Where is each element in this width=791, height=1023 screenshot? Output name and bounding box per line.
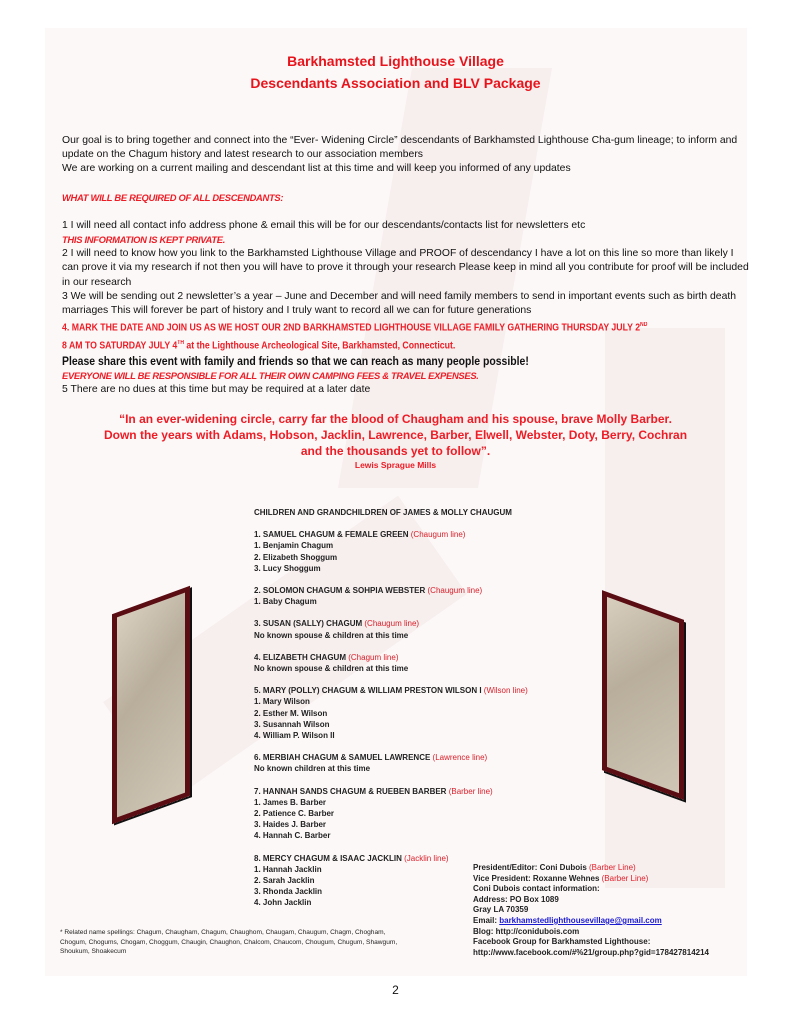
page-number: 2	[392, 983, 399, 997]
child-item: 4. Hannah C. Barber	[254, 831, 331, 841]
quote-author: Lewis Sprague Mills	[354, 459, 437, 470]
child-item: 2. Esther M. Wilson	[254, 708, 328, 718]
quote: “In an ever-widening circle, carry far the blood of Chaugham and his spouse, brave Molly Barber. Down the years with Adams, Hobson, Jacklin, Lawrence, Barber, Elwell, Webster, Doty, Berry, Cochran and the thousands yet to follow”. Lewis Sprague Mills	[0, 411, 791, 471]
spacer	[254, 641, 264, 652]
child-item: 3. Susannah Wilson	[254, 719, 330, 729]
child-item: 2. Elizabeth Shoggum	[254, 552, 338, 562]
family-line: (Chaugum line)	[410, 530, 466, 540]
family-heading	[254, 529, 465, 540]
family-line: (Jacklin line)	[404, 853, 449, 863]
required-heading: WHAT WILL BE REQUIRED OF ALL DESCENDANTS:	[62, 191, 284, 203]
family-line: (Chaugum line)	[427, 586, 483, 596]
family-heading	[254, 752, 487, 763]
share-message: Please share this event with family and friends so that we can reach as many people possible!	[62, 354, 529, 368]
family-line: (Chaugum line)	[364, 619, 420, 629]
family-couple: 5. MARY (POLLY) CHAGUM & WILLIAM PRESTON WILSON I	[254, 686, 484, 696]
contact-info: President/Editor: Coni Dubois (Barber Line) Vice President: Roxanne Wehnes (Barber Line) Coni Dubois contact information: Address: PO Box 1089 Gray LA 70359 Email: barkhamstedlighthousevillage@gmail.com Blog: http://conidubois.com Facebook Group for Barkhamsted Lighthouse: http://www.facebook.com/#%21/group.php?gid=178427814214	[473, 863, 773, 958]
tree-heading: CHILDREN AND GRANDCHILDREN OF JAMES & MOLLY CHAUGUM	[254, 508, 512, 517]
item-4-dates: 8 AM TO SATURDAY JULY 4TH at the Lighthouse Archeological Site, Barkhamsted, Connecticut.	[62, 339, 456, 352]
item-1: 1 I will need all contact info address phone & email this will be for our descendants/contacts list for newsletters etc	[62, 219, 586, 231]
child-item: 3. Rhonda Jacklin	[254, 887, 323, 897]
intro-section	[62, 134, 752, 397]
family-couple: 7. HANNAH SANDS CHAGUM & RUEBEN BARBER	[254, 786, 449, 796]
title-line-2: Descendants Association and BLV Package	[250, 75, 541, 91]
intro-paragraph: We are working on a current mailing and descendant list at this time and will keep you informed of any updates	[62, 163, 571, 175]
spacer	[254, 574, 264, 585]
item-3: 3 We will be sending out 2 newsletter’s a year – June and December and will need family members to send in important events such as birth death marriages This will forever be part of history and I truly want to record all we can for future generations	[62, 290, 737, 317]
child-item: 2. Sarah Jacklin	[254, 876, 315, 886]
family-heading	[254, 853, 449, 864]
portrait-molly-barber	[602, 590, 684, 800]
family-heading	[254, 585, 482, 596]
item-5: 5 There are no dues at this time but may be required at a later date	[62, 383, 371, 395]
item-2: 2 I will need to know how you link to the Barkhamsted Lighthouse Village and PROOF of descendancy I have a lot on this line so more than likely I can prove it via my research if not then you will have to prove it through your research Please keep in mind all you contribute for proof will be included in our research	[62, 248, 749, 288]
spacer	[254, 607, 264, 618]
family-tree	[254, 507, 528, 909]
child-item: No known spouse & children at this time	[254, 664, 409, 674]
portrait-james-chaugum	[112, 586, 190, 824]
family-couple: 3. SUSAN (SALLY) CHAGUM	[254, 619, 365, 629]
family-line: (Lawrence line)	[432, 753, 488, 763]
item-1-note: THIS INFORMATION IS KEPT PRIVATE.	[62, 234, 226, 246]
family-line: (Chagum line)	[348, 652, 399, 662]
child-item: 4. William P. Wilson II	[254, 731, 335, 741]
child-item: 3. Lucy Shoggum	[254, 563, 321, 573]
child-item: 4. John Jacklin	[254, 898, 312, 908]
main-flow	[0, 134, 791, 471]
child-item: 1. Baby Chagum	[254, 597, 317, 607]
family-line: (Wilson line)	[483, 686, 528, 696]
child-item: 1. Benjamin Chagum	[254, 541, 334, 551]
intro-paragraph: Our goal is to bring together and connect into the “Ever- Widening Circle” descendants of Barkhamsted Lighthouse Cha-gum lineage; to inform and update on the Chagum history and latest research to our association members	[62, 135, 738, 161]
child-item: 1. Mary Wilson	[254, 697, 310, 707]
blog-link[interactable]: Blog: http://conidubois.com	[473, 926, 580, 936]
family-couple: 4. ELIZABETH CHAGUM	[254, 652, 349, 662]
spacer	[254, 775, 264, 786]
email-link[interactable]: barkhamstedlighthousevillage@gmail.com	[499, 915, 662, 925]
child-item: 1. Hannah Jacklin	[254, 864, 322, 874]
spacer	[254, 518, 264, 529]
family-couple: 2. SOLOMON CHAGUM & SOHPIA WEBSTER	[254, 586, 428, 596]
name-spellings-note: * Related name spellings: Chagum, Chaugham, Chagum, Chaughom, Chaugam, Chaugum, Chagm, Chogham, Chogum, Chogums, Chogam, Choggum, Chaugin, Chaughon, Chalcom, Chaucom, Chougum, Chugum, Shawgum, Shoukum, Shoakecum	[60, 929, 398, 955]
family-couple: 1. SAMUEL CHAGUM & FEMALE GREEN	[254, 530, 411, 540]
family-heading	[254, 652, 398, 663]
spacer	[254, 842, 264, 853]
item-4: 4. MARK THE DATE AND JOIN US AS WE HOST OUR 2ND BARKHAMSTED LIGHTHOUSE VILLAGE FAMILY GATHERING THURSDAY JULY 2ND	[62, 322, 648, 334]
child-item: 3. Haides J. Barber	[254, 820, 327, 830]
child-item: 2. Patience C. Barber	[254, 809, 335, 819]
facebook-link[interactable]: http://www.facebook.com/#%21/group.php?gid=178427814214	[473, 947, 709, 957]
child-item: No known spouse & children at this time	[254, 630, 409, 640]
title-line-1: Barkhamsted Lighthouse Village	[287, 53, 504, 69]
child-item: 1. James B. Barber	[254, 797, 327, 807]
spacer	[254, 741, 264, 752]
family-couple: 6. MERBIAH CHAGUM & SAMUEL LAWRENCE	[254, 753, 433, 763]
expenses-note: EVERYONE WILL BE RESPONSIBLE FOR ALL THEIR OWN CAMPING FEES & TRAVEL EXPENSES.	[62, 369, 479, 381]
family-line: (Barber line)	[448, 786, 493, 796]
child-item: No known children at this time	[254, 764, 371, 774]
family-heading	[254, 786, 493, 797]
family-heading	[254, 618, 419, 629]
family-couple: 8. MERCY CHAGUM & ISAAC JACKLIN	[254, 853, 405, 863]
family-heading	[254, 685, 528, 696]
spacer	[254, 674, 264, 685]
